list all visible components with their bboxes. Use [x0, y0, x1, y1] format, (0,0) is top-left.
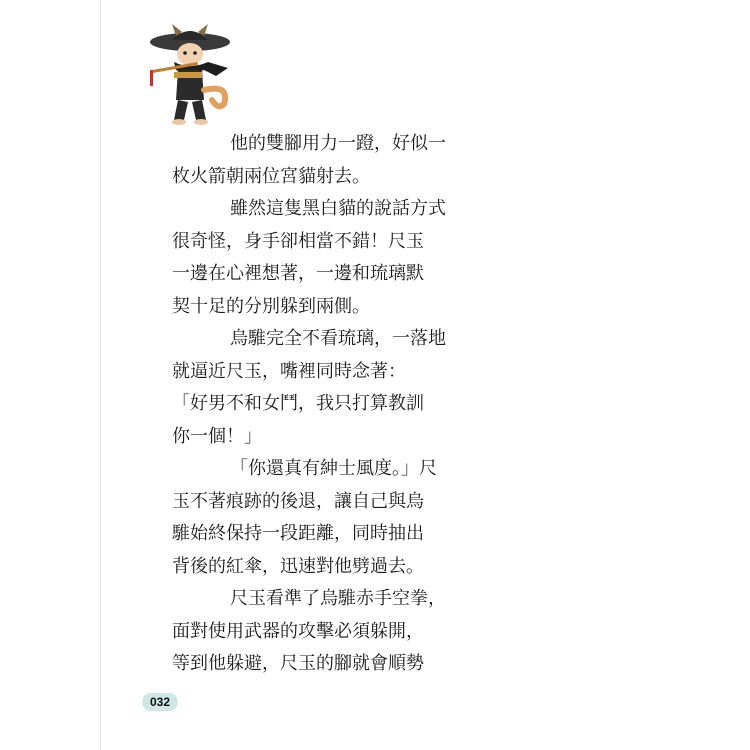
- text-line: 「你還真有紳士風度。」尺: [230, 458, 437, 480]
- text-line: 玉不著痕跡的後退，讓自己與烏: [172, 490, 424, 512]
- text-line: 騅始終保持一段距離，同時抽出: [172, 523, 424, 545]
- text-line: 他的雙腳用力一蹬，好似一: [230, 133, 446, 155]
- text-line: 尺玉看準了烏騅赤手空拳，: [230, 588, 446, 610]
- text-line: 雖然這隻黑白貓的說話方式: [230, 198, 446, 220]
- page-number: 032: [142, 693, 178, 711]
- text-line: 你一個！」: [172, 425, 262, 447]
- cat-swordsman-icon: [138, 20, 238, 130]
- text-line: 面對使用武器的攻擊必須躲開，: [172, 620, 424, 642]
- text-line: 契十足的分別躲到兩側。: [172, 295, 370, 317]
- text-line: 背後的紅傘，迅速對他劈過去。: [172, 555, 424, 577]
- text-line: 很奇怪，身手卻相當不錯！尺玉: [172, 230, 424, 252]
- story-text: [172, 128, 556, 681]
- text-line: 烏騅完全不看琉璃，一落地: [230, 328, 446, 350]
- text-line: 等到他躲避，尺玉的腳就會順勢: [172, 653, 424, 675]
- text-line: 「好男不和女鬥，我只打算教訓: [172, 393, 424, 415]
- text-line: 一邊在心裡想著，一邊和琉璃默: [172, 263, 424, 285]
- text-line: 就逼近尺玉，嘴裡同時念著：: [172, 360, 406, 382]
- text-line: 枚火箭朝兩位宮貓射去。: [172, 165, 370, 187]
